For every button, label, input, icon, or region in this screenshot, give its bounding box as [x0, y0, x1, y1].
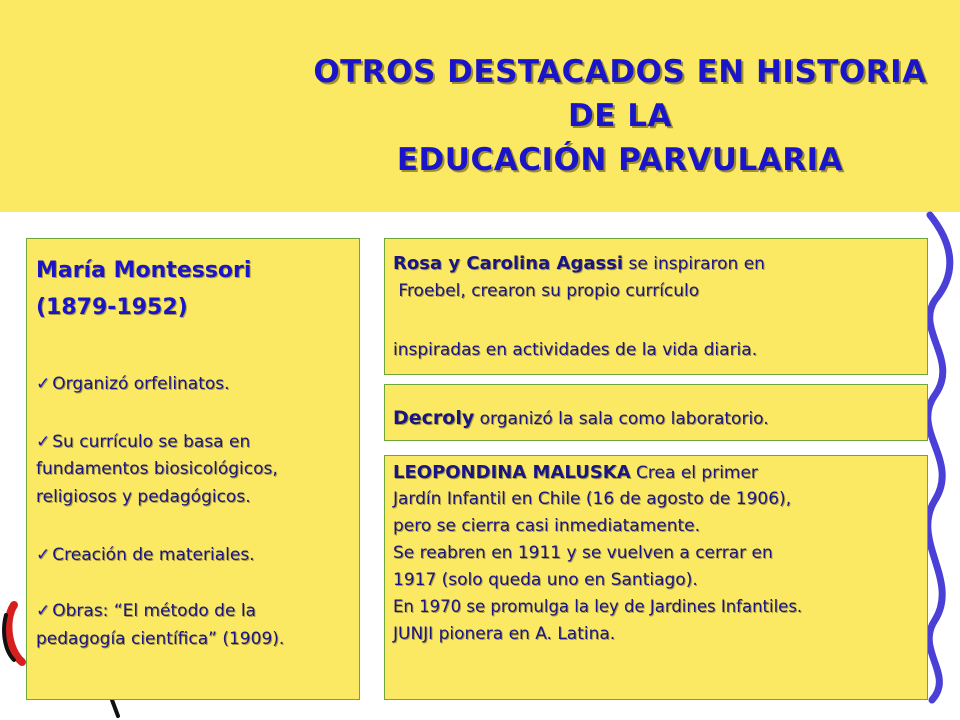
montessori-bullet-3: ✓ Creación de materiales.: [36, 545, 255, 565]
montessori-bullet-4-line-1: ✓ Obras: “El método de la: [36, 601, 256, 621]
decroly-box: [384, 384, 928, 441]
montessori-years: (1879-1952): [36, 295, 188, 320]
montessori-bullet-2-line-3: religiosos y pedagógicos.: [36, 487, 251, 507]
check-icon: ✓: [36, 432, 51, 452]
page-title-line-2: DE LA: [568, 98, 672, 134]
montessori-bullet-4-line-2: pedagogía científica” (1909).: [36, 629, 285, 649]
page-title-line-1: OTROS DESTACADOS EN HISTORIA: [313, 54, 927, 90]
maluska-line-1: LEOPONDINA MALUSKA Crea el primer: [393, 462, 758, 483]
montessori-name: María Montessori: [36, 258, 252, 283]
decroly-line: Decroly organizó la sala como laboratorio.: [393, 407, 769, 429]
montessori-box: [26, 238, 360, 700]
agassi-line-3: inspiradas en actividades de la vida diaria.: [393, 340, 758, 360]
right-scribble-icon: [928, 215, 950, 700]
check-icon: ✓: [36, 374, 51, 394]
check-icon: ✓: [36, 601, 51, 621]
maluska-box: [384, 455, 928, 700]
check-icon: ✓: [36, 545, 51, 565]
agassi-box: [384, 238, 928, 375]
maluska-line-7: JUNJI pionera en A. Latina.: [393, 624, 616, 644]
maluska-line-6: En 1970 se promulga la ley de Jardines Infantiles.: [393, 597, 803, 616]
montessori-bullet-2-line-2: fundamentos biosicológicos,: [36, 459, 278, 479]
montessori-bullet-2-line-1: ✓ Su currículo se basa en: [36, 432, 251, 452]
maluska-line-3: pero se cierra casi inmediatamente.: [393, 516, 701, 536]
maluska-line-5: 1917 (solo queda uno en Santiago).: [393, 570, 698, 590]
agassi-line-2: Froebel, crearon su propio currículo: [393, 281, 700, 301]
page-title-line-3: EDUCACIÓN PARVULARIA: [396, 142, 844, 178]
agassi-line-1: Rosa y Carolina Agassi se inspiraron en: [393, 253, 765, 274]
maluska-line-2: Jardín Infantil en Chile (16 de agosto de 1906),: [393, 489, 792, 509]
maluska-line-4: Se reabren en 1911 y se vuelven a cerrar en: [393, 543, 773, 563]
montessori-bullet-1: ✓ Organizó orfelinatos.: [36, 374, 230, 394]
